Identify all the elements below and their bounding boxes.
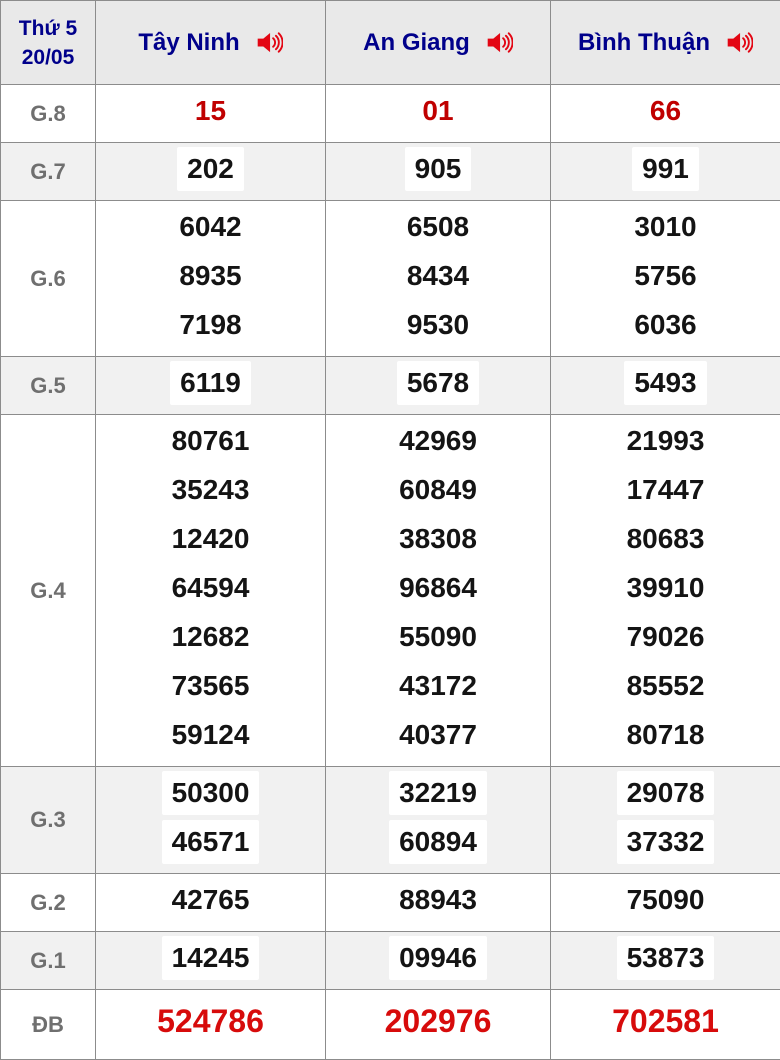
prize-cell: [551, 143, 780, 201]
prize-cell: [96, 767, 326, 874]
prize-number: 73565: [162, 664, 260, 708]
prize-number: 9530: [397, 303, 479, 347]
prize-cell: [551, 990, 780, 1060]
province-header-binh-thuan: [551, 1, 780, 85]
prize-row-g5: [1, 357, 780, 415]
prize-number: 12420: [162, 517, 260, 561]
prize-number: 39910: [617, 566, 715, 610]
prize-cell: [551, 201, 780, 357]
prize-number: 09946: [389, 936, 487, 980]
prize-number: 40377: [389, 713, 487, 757]
prize-number: 75090: [617, 878, 715, 922]
prize-number: 524786: [147, 994, 274, 1048]
prize-row-g2: [1, 874, 780, 932]
prize-number: 42969: [389, 419, 487, 463]
prize-number: 96864: [389, 566, 487, 610]
prize-number: 85552: [617, 664, 715, 708]
prize-number: 6036: [624, 303, 706, 347]
prize-number: 7198: [169, 303, 251, 347]
prize-number: 6508: [397, 205, 479, 249]
draw-weekday: Thứ 5: [3, 14, 93, 43]
prize-number: 702581: [602, 994, 729, 1048]
prize-number: 17447: [617, 468, 715, 512]
draw-date-cell: [1, 1, 96, 85]
prize-cell: [96, 415, 326, 767]
prize-number: 60849: [389, 468, 487, 512]
prize-number: 32219: [389, 771, 487, 815]
speaker-icon[interactable]: [486, 29, 513, 56]
prize-row-b: [1, 990, 780, 1060]
prize-label: G.6: [1, 201, 96, 357]
prize-number: 8434: [397, 254, 479, 298]
prize-cell: [551, 767, 780, 874]
prize-number: 35243: [162, 468, 260, 512]
prize-number: 88943: [389, 878, 487, 922]
prize-row-g7: [1, 143, 780, 201]
prize-label: G.8: [1, 85, 96, 143]
prize-label: G.1: [1, 932, 96, 990]
prize-number: 29078: [617, 771, 715, 815]
prize-cell: [96, 357, 326, 415]
prize-number: 79026: [617, 615, 715, 659]
prize-label: G.3: [1, 767, 96, 874]
prize-number: 55090: [389, 615, 487, 659]
prize-number: 50300: [162, 771, 260, 815]
prize-number: 6042: [169, 205, 251, 249]
prize-cell: [326, 767, 551, 874]
prize-label: ĐB: [1, 990, 96, 1060]
province-header-tay-ninh: [96, 1, 326, 85]
prize-cell: [326, 85, 551, 143]
prize-number: 6119: [170, 361, 251, 405]
prize-number: 21993: [617, 419, 715, 463]
province-name: Tây Ninh: [138, 29, 239, 57]
prize-cell: [326, 201, 551, 357]
prize-number: 5493: [624, 361, 706, 405]
prize-cell: [551, 357, 780, 415]
prize-cell: [326, 357, 551, 415]
prize-cell: [551, 85, 780, 143]
speaker-icon[interactable]: [256, 29, 283, 56]
prize-number: 905: [405, 147, 472, 191]
prize-cell: [551, 415, 780, 767]
prize-cell: [96, 990, 326, 1060]
prize-number: 59124: [162, 713, 260, 757]
prize-number: 42765: [162, 878, 260, 922]
header-row: [1, 1, 780, 85]
prize-number: 01: [412, 89, 463, 133]
prize-row-g8: [1, 85, 780, 143]
draw-day: 20/05: [3, 43, 93, 72]
prize-cell: [96, 201, 326, 357]
prize-number: 8935: [169, 254, 251, 298]
prize-cell: [96, 143, 326, 201]
prize-cell: [551, 874, 780, 932]
prize-number: 12682: [162, 615, 260, 659]
prize-number: 60894: [389, 820, 487, 864]
prize-label: G.5: [1, 357, 96, 415]
prize-cell: [326, 874, 551, 932]
prize-number: 64594: [162, 566, 260, 610]
prize-number: 15: [185, 89, 236, 133]
prize-number: 80761: [162, 419, 260, 463]
results-body: [1, 85, 780, 1060]
prize-number: 14245: [162, 936, 260, 980]
prize-cell: [326, 990, 551, 1060]
prize-label: G.7: [1, 143, 96, 201]
prize-number: 80683: [617, 517, 715, 561]
prize-cell: [326, 143, 551, 201]
province-name: An Giang: [363, 29, 470, 57]
prize-number: 53873: [617, 936, 715, 980]
prize-row-g3: [1, 767, 780, 874]
prize-row-g4: [1, 415, 780, 767]
province-name: Bình Thuận: [578, 29, 710, 57]
prize-number: 5678: [397, 361, 479, 405]
prize-number: 5756: [624, 254, 706, 298]
prize-number: 37332: [617, 820, 715, 864]
prize-number: 80718: [617, 713, 715, 757]
prize-number: 991: [632, 147, 699, 191]
prize-cell: [326, 415, 551, 767]
prize-cell: [96, 874, 326, 932]
province-header-an-giang: [326, 1, 551, 85]
prize-number: 46571: [162, 820, 260, 864]
prize-number: 66: [640, 89, 691, 133]
prize-label: G.4: [1, 415, 96, 767]
prize-number: 43172: [389, 664, 487, 708]
prize-number: 38308: [389, 517, 487, 561]
prize-cell: [96, 85, 326, 143]
prize-label: G.2: [1, 874, 96, 932]
prize-row-g6: [1, 201, 780, 357]
prize-number: 202: [177, 147, 244, 191]
speaker-icon[interactable]: [726, 29, 753, 56]
prize-number: 202976: [375, 994, 502, 1048]
prize-number: 3010: [624, 205, 706, 249]
